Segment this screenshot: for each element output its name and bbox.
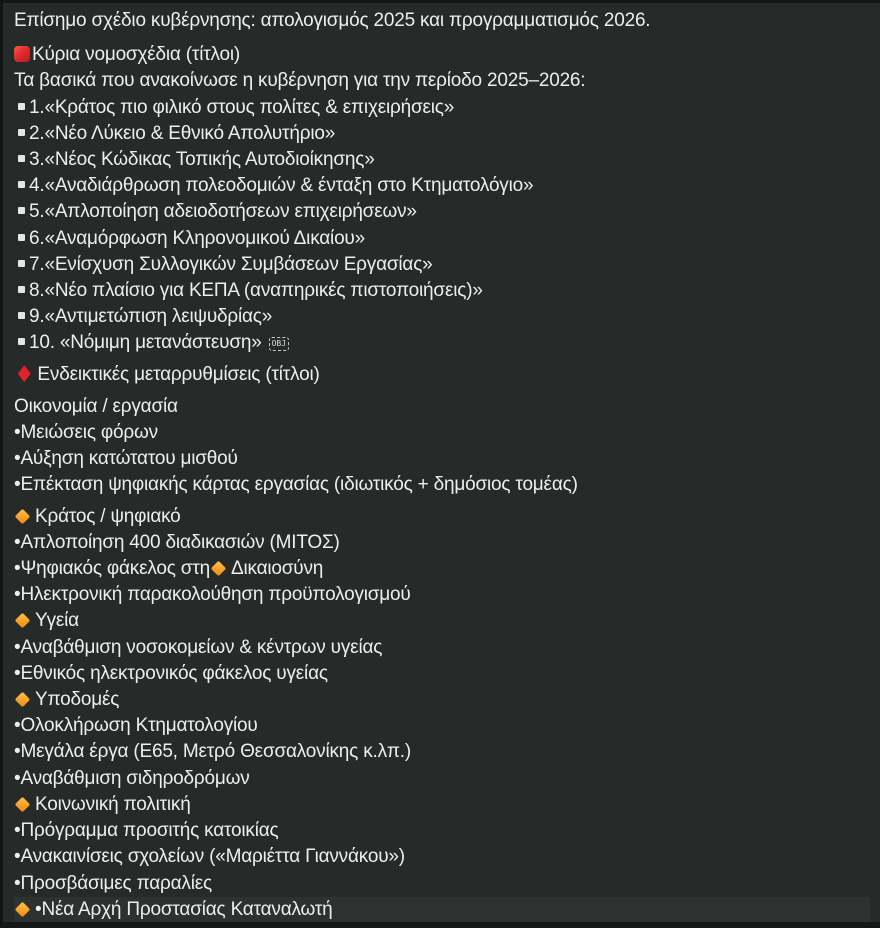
economy-block bbox=[14, 394, 870, 499]
square-bullet-icon bbox=[18, 103, 25, 110]
reform-item bbox=[14, 420, 870, 446]
reform-item bbox=[14, 871, 870, 897]
text-segment: 9.«Αντιμετώπιση λειψυδρίας» bbox=[29, 306, 273, 328]
final-reform-item bbox=[14, 897, 870, 923]
law-item bbox=[14, 278, 870, 304]
reform-item bbox=[14, 635, 870, 661]
text-segment: •Εθνικός ηλεκτρονικός φάκελος υγείας bbox=[14, 662, 328, 684]
text-segment: 7.«Ενίσχυση Συλλογικών Συμβάσεων Εργασίας» bbox=[29, 253, 433, 275]
square-bullet-icon bbox=[18, 234, 25, 241]
orange-diamond-icon bbox=[15, 508, 31, 524]
post-title bbox=[14, 8, 870, 34]
reform-item bbox=[14, 530, 870, 556]
text-segment: Ενδεικτικές μεταρρυθμίσεις (τίτλοι) bbox=[37, 363, 320, 385]
text-segment: Κράτος / ψηφιακό bbox=[35, 505, 181, 527]
reform-item bbox=[14, 556, 870, 582]
reforms-heading bbox=[14, 362, 870, 388]
reform-item bbox=[14, 818, 870, 844]
text-segment: 1.«Κράτος πιο φιλικό στους πολίτες & επιχειρήσεις» bbox=[29, 96, 455, 118]
reform-item bbox=[14, 446, 870, 472]
text-segment: •Πρόγραμμα προσιτής κατοικίας bbox=[14, 820, 279, 842]
text-segment: •Μεγάλα έργα (Ε65, Μετρό Θεσσαλονίκης κ.λπ.) bbox=[14, 741, 411, 763]
text-segment: 8.«Νέο πλαίσιο για ΚΕΠΑ (αναπηρικές πιστοποιήσεις)» bbox=[29, 280, 483, 302]
text-segment: Επίσημο σχέδιο κυβέρνησης: απολογισμός 2025 και προγραμματισμός 2026. bbox=[14, 10, 651, 31]
text-segment: 5.«Απλοποίηση αδειοδοτήσεων επιχειρήσεων» bbox=[29, 201, 417, 223]
square-bullet-icon bbox=[18, 260, 25, 267]
reform-item bbox=[14, 661, 870, 687]
square-bullet-icon bbox=[18, 338, 25, 345]
reforms-heading-block bbox=[14, 362, 870, 388]
law-item bbox=[14, 304, 870, 330]
group-title-social-policy bbox=[14, 792, 870, 818]
rest-block bbox=[14, 504, 870, 923]
law-item bbox=[14, 95, 870, 121]
orange-diamond-icon bbox=[15, 613, 31, 629]
law-item bbox=[14, 199, 870, 225]
text-segment: 10. «Νόμιμη μετανάστευση» bbox=[29, 332, 262, 354]
square-bullet-icon bbox=[18, 207, 25, 214]
orange-diamond-icon bbox=[15, 901, 31, 917]
square-bullet-icon bbox=[18, 312, 25, 319]
square-bullet-icon bbox=[18, 155, 25, 162]
text-segment: 3.«Νέος Κώδικας Τοπικής Αυτοδιοίκησης» bbox=[29, 149, 375, 171]
text-segment: •Προσβάσιμες παραλίες bbox=[14, 872, 212, 894]
text-segment: •Ανακαινίσεις σχολείων («Μαριέττα Γιαννάκου») bbox=[14, 846, 405, 868]
law-item bbox=[14, 330, 870, 356]
reform-item bbox=[14, 739, 870, 765]
reform-item bbox=[14, 472, 870, 498]
text-segment: Κύρια νομοσχέδια (τίτλοι) bbox=[32, 44, 241, 66]
laws-block bbox=[14, 42, 870, 356]
reform-item bbox=[14, 844, 870, 870]
law-item bbox=[14, 121, 870, 147]
text-segment: Τα βασικά που ανακοίνωσε η κυβέρνηση για την περίοδο 2025–2026: bbox=[14, 70, 586, 92]
text-segment: Οικονομία / εργασία bbox=[14, 395, 178, 417]
laws-intro bbox=[14, 68, 870, 94]
law-item bbox=[14, 252, 870, 278]
text-segment: •Ηλεκτρονική παρακολούθηση προϋπολογισμού bbox=[14, 584, 411, 606]
red-diamond-icon: ♦ bbox=[14, 361, 35, 388]
red-square-icon bbox=[14, 46, 30, 62]
text-segment: •Αύξηση κατώτατου μισθού bbox=[14, 448, 238, 470]
text-segment: 2.«Νέο Λύκειο & Εθνικό Απολυτήριο» bbox=[29, 122, 336, 144]
square-bullet-icon bbox=[18, 181, 25, 188]
obj-placeholder-icon: OBJ bbox=[269, 337, 289, 351]
orange-diamond-icon bbox=[15, 692, 31, 708]
text-segment: •Αναβάθμιση σιδηροδρόμων bbox=[14, 767, 250, 789]
text-segment: 6.«Αναμόρφωση Κληρονομικού Δικαίου» bbox=[29, 227, 365, 249]
law-item bbox=[14, 226, 870, 252]
square-bullet-icon bbox=[18, 129, 25, 136]
reform-item bbox=[14, 582, 870, 608]
laws-heading bbox=[14, 42, 870, 68]
text-segment: •Μειώσεις φόρων bbox=[14, 422, 158, 444]
law-item bbox=[14, 173, 870, 199]
group-title-state-digital bbox=[14, 504, 870, 530]
text-segment: Δικαιοσύνη bbox=[230, 558, 324, 580]
title-block bbox=[14, 8, 870, 34]
reform-item bbox=[14, 766, 870, 792]
text-segment: •Ψηφιακός φάκελος στη bbox=[14, 558, 210, 580]
orange-diamond-icon bbox=[15, 797, 31, 813]
group-title-economy bbox=[14, 394, 870, 420]
text-segment: •Νέα Αρχή Προστασίας Καταναλωτή bbox=[35, 898, 333, 920]
text-segment: Υποδομές bbox=[35, 689, 120, 711]
group-title-health bbox=[14, 608, 870, 634]
reform-item bbox=[14, 713, 870, 739]
text-segment: Κοινωνική πολιτική bbox=[35, 793, 191, 815]
text-segment: •Αναβάθμιση νοσοκομείων & κέντρων υγείας bbox=[14, 636, 383, 658]
text-segment: Υγεία bbox=[35, 610, 79, 632]
square-bullet-icon bbox=[18, 286, 25, 293]
text-segment: •Επέκταση ψηφιακής κάρτας εργασίας (ιδιωτικός + δημόσιος τομέας) bbox=[14, 474, 578, 496]
text-segment: •Απλοποίηση 400 διαδικασιών (ΜΙΤΟΣ) bbox=[14, 531, 340, 553]
group-title-infrastructure bbox=[14, 687, 870, 713]
text-segment: •Ολοκλήρωση Κτηματολογίου bbox=[14, 715, 258, 737]
orange-diamond-icon bbox=[211, 561, 227, 577]
text-segment: 4.«Αναδιάρθρωση πολεοδομιών & ένταξη στο Κτηματολόγιο» bbox=[29, 175, 534, 197]
law-item bbox=[14, 147, 870, 173]
